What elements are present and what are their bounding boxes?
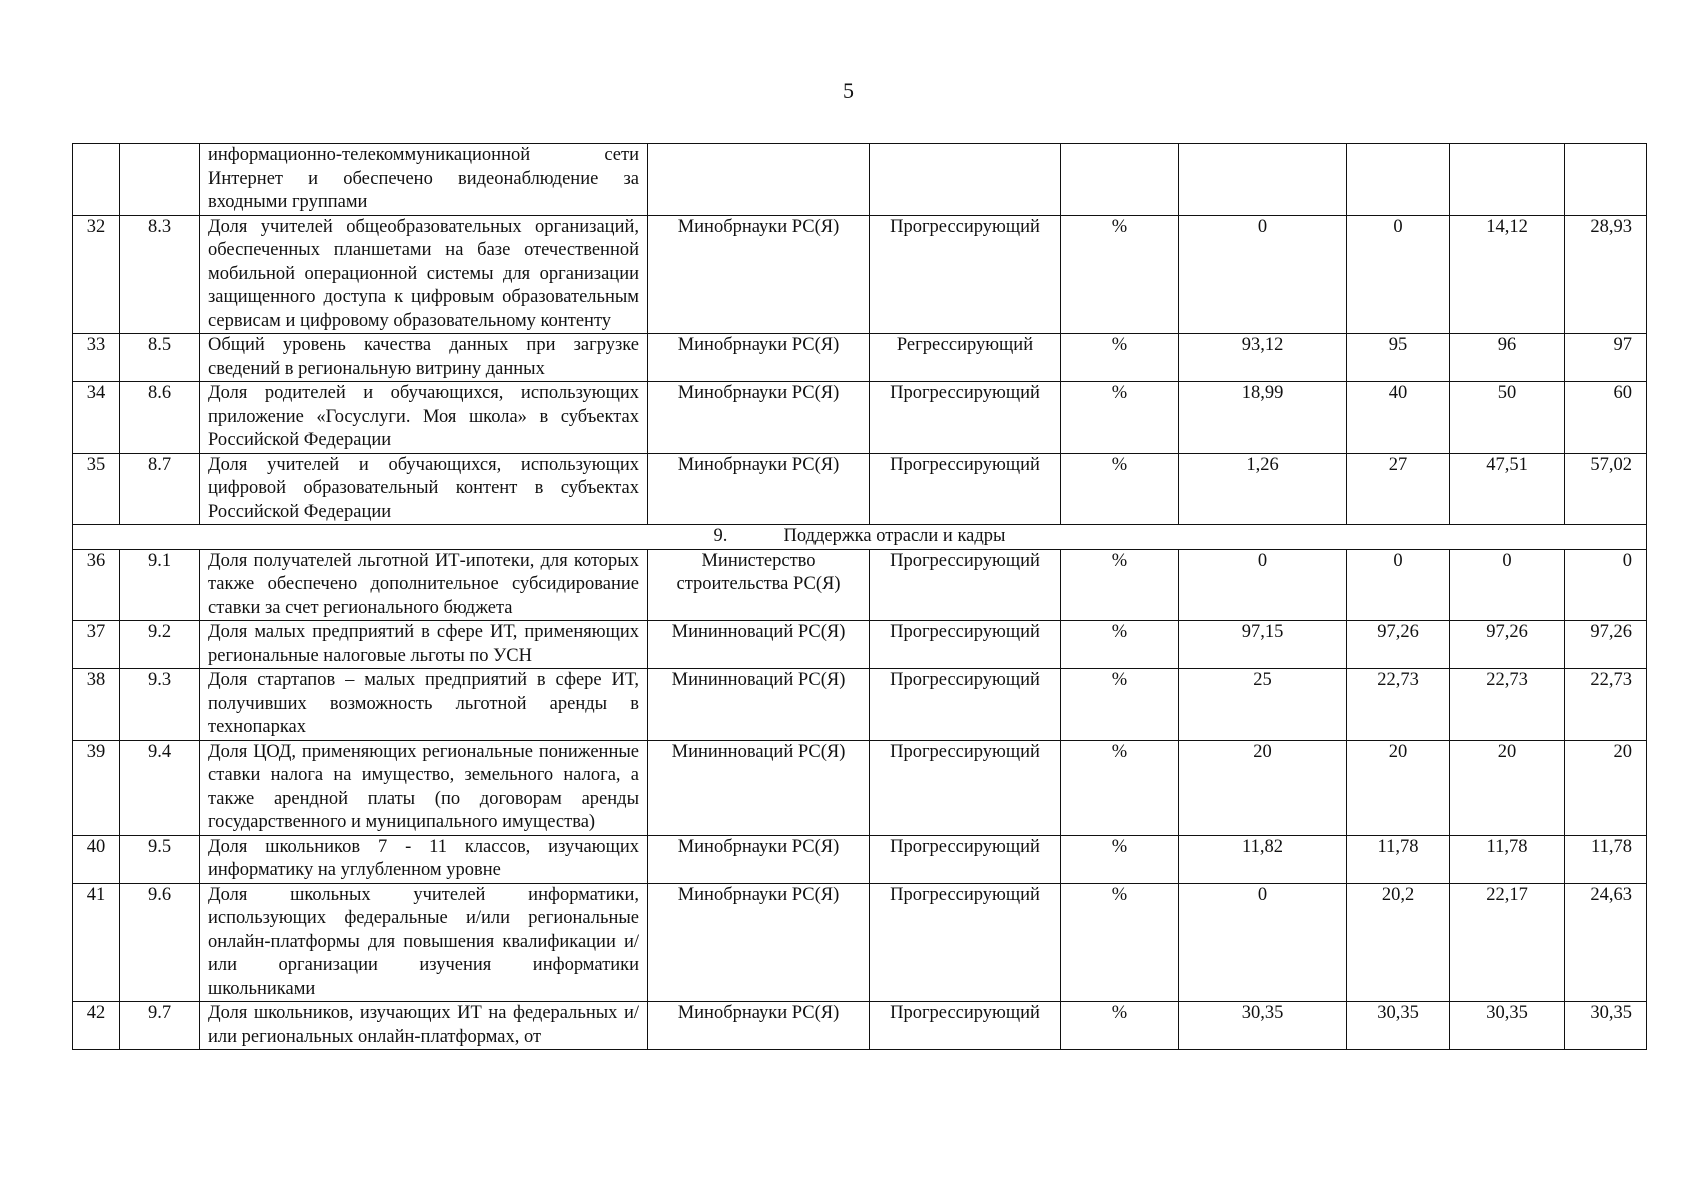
cell-number: 36 — [73, 549, 120, 621]
cell-type: Прогрессирующий — [870, 382, 1061, 454]
cell-type: Прогрессирующий — [870, 215, 1061, 334]
cell-value: 20 — [1450, 740, 1565, 835]
cell-code: 8.6 — [120, 382, 200, 454]
cell-value: 22,17 — [1450, 883, 1565, 1002]
cell-value: 93,12 — [1179, 334, 1347, 382]
cell-value: 20,2 — [1347, 883, 1450, 1002]
cell-value — [1565, 144, 1647, 216]
cell-code: 9.3 — [120, 669, 200, 741]
table-row — [73, 621, 1647, 669]
cell-value: 0 — [1450, 549, 1565, 621]
cell-value: 11,82 — [1179, 835, 1347, 883]
table-row-continuation — [73, 144, 1647, 216]
table-section-8 — [73, 144, 1647, 525]
cell-value: 20 — [1179, 740, 1347, 835]
table-row — [73, 382, 1647, 454]
cell-type: Прогрессирующий — [870, 740, 1061, 835]
cell-code: 9.7 — [120, 1002, 200, 1050]
cell-value: 11,78 — [1565, 835, 1647, 883]
cell-value: 95 — [1347, 334, 1450, 382]
cell-type: Прогрессирующий — [870, 669, 1061, 741]
cell-type: Прогрессирующий — [870, 453, 1061, 525]
cell-indicator-name: Общий уровень качества данных при загрузке сведений в региональную витрину данных — [200, 334, 648, 382]
cell-unit: % — [1061, 382, 1179, 454]
cell-unit: % — [1061, 883, 1179, 1002]
cell-code: 9.4 — [120, 740, 200, 835]
cell-number: 35 — [73, 453, 120, 525]
cell-value: 57,02 — [1565, 453, 1647, 525]
cell-type: Регрессирующий — [870, 334, 1061, 382]
cell-indicator-name: Доля школьных учителей информатики, использующих федеральные и/или региональные онлайн-платформы для повышения квалификации и/или организации изучения информатики школьниками — [200, 883, 648, 1002]
cell-unit: % — [1061, 621, 1179, 669]
cell-value: 97,26 — [1450, 621, 1565, 669]
cell-code: 9.1 — [120, 549, 200, 621]
cell-value: 0 — [1565, 549, 1647, 621]
cell-value: 28,93 — [1565, 215, 1647, 334]
cell-value: 27 — [1347, 453, 1450, 525]
cell-indicator-name: Доля родителей и обучающихся, использующих приложение «Госуслуги. Моя школа» в субъектах Российской Федерации — [200, 382, 648, 454]
cell-indicator-name: Доля получателей льготной ИТ-ипотеки, для которых также обеспечено дополнительное субсидирование ставки за счет регионального бюджета — [200, 549, 648, 621]
cell-code: 9.5 — [120, 835, 200, 883]
cell-indicator-name: информационно-телекоммуникационной сети Интернет и обеспечено видеонаблюдение за входными группами — [200, 144, 648, 216]
cell-value: 0 — [1179, 549, 1347, 621]
cell-value: 18,99 — [1179, 382, 1347, 454]
cell-value: 50 — [1450, 382, 1565, 454]
cell-code: 8.5 — [120, 334, 200, 382]
cell-type — [870, 144, 1061, 216]
cell-value: 20 — [1347, 740, 1450, 835]
cell-responsible: Минобрнауки РС(Я) — [648, 1002, 870, 1050]
cell-value: 22,73 — [1347, 669, 1450, 741]
cell-indicator-name: Доля стартапов – малых предприятий в сфере ИТ, получивших возможность льготной аренды в технопарках — [200, 669, 648, 741]
section-header — [73, 525, 1647, 550]
cell-value — [1450, 144, 1565, 216]
cell-number: 34 — [73, 382, 120, 454]
cell-value: 97 — [1565, 334, 1647, 382]
cell-value: 40 — [1347, 382, 1450, 454]
cell-value: 30,35 — [1565, 1002, 1647, 1050]
cell-type: Прогрессирующий — [870, 621, 1061, 669]
cell-code: 8.3 — [120, 215, 200, 334]
cell-indicator-name: Доля ЦОД, применяющих региональные пониженные ставки налога на имущество, земельного налога, а также арендной платы (по договорам аренды государственного и муниципального имущества) — [200, 740, 648, 835]
cell-responsible: Минобрнауки РС(Я) — [648, 334, 870, 382]
cell-unit: % — [1061, 215, 1179, 334]
table-row — [73, 883, 1647, 1002]
cell-responsible: Минобрнауки РС(Я) — [648, 453, 870, 525]
cell-responsible: Мининноваций РС(Я) — [648, 621, 870, 669]
cell-code: 9.2 — [120, 621, 200, 669]
cell-unit: % — [1061, 740, 1179, 835]
cell-responsible: Минобрнауки РС(Я) — [648, 883, 870, 1002]
cell-number: 38 — [73, 669, 120, 741]
cell-value: 0 — [1347, 215, 1450, 334]
cell-value: 11,78 — [1450, 835, 1565, 883]
cell-value: 30,35 — [1450, 1002, 1565, 1050]
cell-type: Прогрессирующий — [870, 835, 1061, 883]
section-number: 9. — [713, 526, 728, 546]
cell-indicator-name: Доля учителей общеобразовательных организаций, обеспеченных планшетами на базе отечественной мобильной операционной системы для организации защищенного доступа к цифровым образовательным сервисам и цифровому образовательному контенту — [200, 215, 648, 334]
table-row — [73, 1002, 1647, 1050]
section-title-cell — [73, 525, 1647, 550]
cell-number: 39 — [73, 740, 120, 835]
cell-value: 24,63 — [1565, 883, 1647, 1002]
cell-value: 11,78 — [1347, 835, 1450, 883]
cell-number: 33 — [73, 334, 120, 382]
cell-value: 97,15 — [1179, 621, 1347, 669]
cell-type: Прогрессирующий — [870, 883, 1061, 1002]
cell-value: 47,51 — [1450, 453, 1565, 525]
cell-number: 32 — [73, 215, 120, 334]
table-row — [73, 740, 1647, 835]
cell-value — [1179, 144, 1347, 216]
table-row — [73, 549, 1647, 621]
cell-value: 97,26 — [1565, 621, 1647, 669]
cell-indicator-name: Доля школьников 7 - 11 классов, изучающих информатику на углубленном уровне — [200, 835, 648, 883]
cell-unit — [1061, 144, 1179, 216]
indicators-table — [72, 143, 1647, 1050]
cell-value: 14,12 — [1450, 215, 1565, 334]
cell-value: 0 — [1347, 549, 1450, 621]
cell-value — [1347, 144, 1450, 216]
cell-value: 22,73 — [1565, 669, 1647, 741]
cell-number: 42 — [73, 1002, 120, 1050]
table-section-9 — [73, 549, 1647, 1050]
cell-code: 9.6 — [120, 883, 200, 1002]
table-row — [73, 215, 1647, 334]
cell-value: 1,26 — [1179, 453, 1347, 525]
cell-unit: % — [1061, 453, 1179, 525]
cell-value: 30,35 — [1179, 1002, 1347, 1050]
cell-unit: % — [1061, 334, 1179, 382]
cell-value: 0 — [1179, 215, 1347, 334]
cell-responsible: Минобрнауки РС(Я) — [648, 215, 870, 334]
cell-number: 37 — [73, 621, 120, 669]
cell-type: Прогрессирующий — [870, 1002, 1061, 1050]
cell-number — [73, 144, 120, 216]
cell-indicator-name: Доля школьников, изучающих ИТ на федеральных и/или региональных онлайн-платформах, от — [200, 1002, 648, 1050]
table-row — [73, 669, 1647, 741]
cell-responsible: Мининноваций РС(Я) — [648, 669, 870, 741]
cell-number: 40 — [73, 835, 120, 883]
cell-value: 25 — [1179, 669, 1347, 741]
section-row — [73, 525, 1647, 550]
cell-unit: % — [1061, 835, 1179, 883]
cell-value: 97,26 — [1347, 621, 1450, 669]
cell-responsible: Министерство строительства РС(Я) — [648, 549, 870, 621]
cell-responsible — [648, 144, 870, 216]
table-row — [73, 334, 1647, 382]
table-row — [73, 835, 1647, 883]
section-title: Поддержка отрасли и кадры — [783, 526, 1006, 546]
cell-unit: % — [1061, 549, 1179, 621]
cell-value: 20 — [1565, 740, 1647, 835]
cell-indicator-name: Доля малых предприятий в сфере ИТ, применяющих региональные налоговые льготы по УСН — [200, 621, 648, 669]
cell-value: 60 — [1565, 382, 1647, 454]
cell-responsible: Минобрнауки РС(Я) — [648, 835, 870, 883]
page-number: 5 — [843, 78, 854, 103]
cell-unit: % — [1061, 1002, 1179, 1050]
cell-type: Прогрессирующий — [870, 549, 1061, 621]
cell-value: 96 — [1450, 334, 1565, 382]
cell-responsible: Минобрнауки РС(Я) — [648, 382, 870, 454]
cell-indicator-name: Доля учителей и обучающихся, использующих цифровой образовательный контент в субъектах Российской Федерации — [200, 453, 648, 525]
cell-number: 41 — [73, 883, 120, 1002]
cell-value: 22,73 — [1450, 669, 1565, 741]
cell-value: 0 — [1179, 883, 1347, 1002]
cell-responsible: Мининноваций РС(Я) — [648, 740, 870, 835]
cell-value: 30,35 — [1347, 1002, 1450, 1050]
cell-unit: % — [1061, 669, 1179, 741]
cell-code: 8.7 — [120, 453, 200, 525]
cell-code — [120, 144, 200, 216]
table-row — [73, 453, 1647, 525]
